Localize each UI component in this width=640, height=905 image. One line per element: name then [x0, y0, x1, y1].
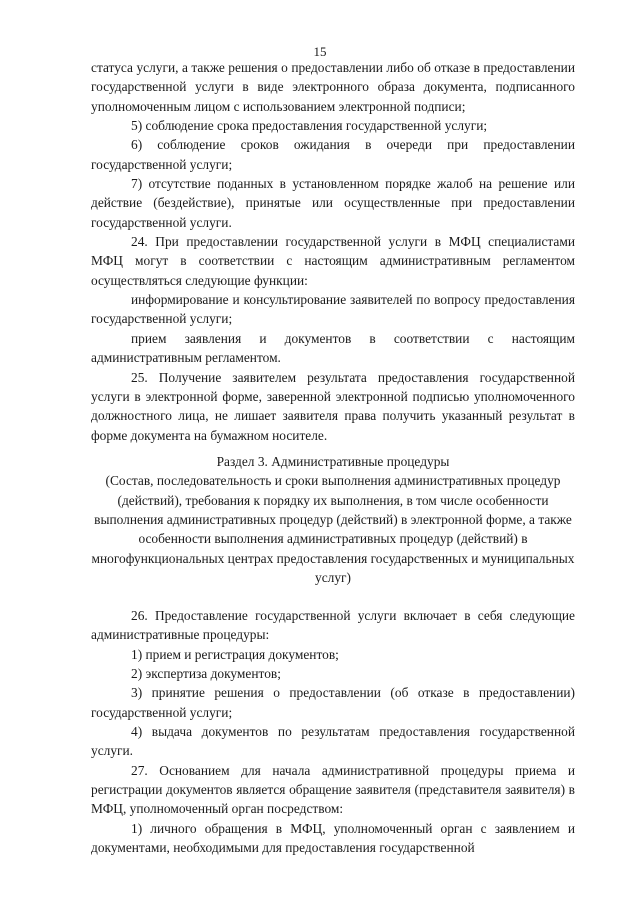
paragraph: информирование и консультирование заявителей по вопросу предоставления государственной услуги;: [91, 292, 575, 327]
paragraph: 3) принятие решения о предоставлении (об отказе в предоставлении) государственной услуги;: [91, 685, 575, 720]
section-subheading: (Состав, последовательность и сроки выполнения административных процедур (действий), требования к порядку их выполнения, в том числе особенности выполнения административных процедур (действий) в электронной форме, а также особенности выполнения административных процедур (действий) в многофункциональных центрах предоставления государственных и муниципальных услуг): [91, 473, 575, 586]
paragraph: 4) выдача документов по результатам предоставления государственной услуги.: [91, 724, 575, 759]
paragraph: 5) соблюдение срока предоставления государственной услуги;: [131, 118, 488, 134]
section-heading-block: [91, 452, 575, 587]
paragraph: статуса услуги, а также решения о предоставлении либо об отказе в предоставлении государственной услуги в виде электронного образа документа, подписанного уполномоченным лицом с использованием электронной подписи;: [91, 60, 575, 114]
paragraph: прием заявления и документов в соответствии с настоящим административным регламентом.: [91, 330, 575, 366]
page-number: 15: [313, 44, 327, 59]
paragraph: 1) прием и регистрация документов;: [131, 646, 339, 662]
paragraph: 25. Получение заявителем результата предоставления государственной услуги в электронной форме, заверенной электронной подписью уполномоченного должностного лица, не лишает заявителя права получить указанный результат в форме документа на бумажном носителе.: [91, 369, 575, 443]
paragraph: 24. При предоставлении государственной услуги в МФЦ специалистами МФЦ могут в соответствии с настоящим административным регламентом осуществляться следующие функции:: [91, 234, 575, 288]
paragraph: 2) экспертиза документов;: [131, 666, 281, 682]
paragraph: 7) отсутствие поданных в установленном порядке жалоб на решение или действие (бездействие), принятые или осуществленные при предоставлении государственной услуги.: [91, 176, 575, 230]
paragraph: 26. Предоставление государственной услуги включает в себя следующие административные процедуры:: [91, 608, 575, 643]
body-text-bottom: [91, 606, 575, 857]
section-heading: Раздел 3. Административные процедуры: [216, 454, 450, 469]
body-text-top: [91, 58, 575, 445]
paragraph: 6) соблюдение сроков ожидания в очереди при предоставлении государственной услуги;: [91, 137, 575, 172]
paragraph: 1) личного обращения в МФЦ, уполномоченный орган с заявлением и документами, необходимыми для предоставления государственной: [91, 820, 575, 856]
paragraph: 27. Основанием для начала административной процедуры приема и регистрации документов является обращение заявителя (представителя заявителя) в МФЦ, уполномоченный орган посредством:: [91, 762, 575, 817]
